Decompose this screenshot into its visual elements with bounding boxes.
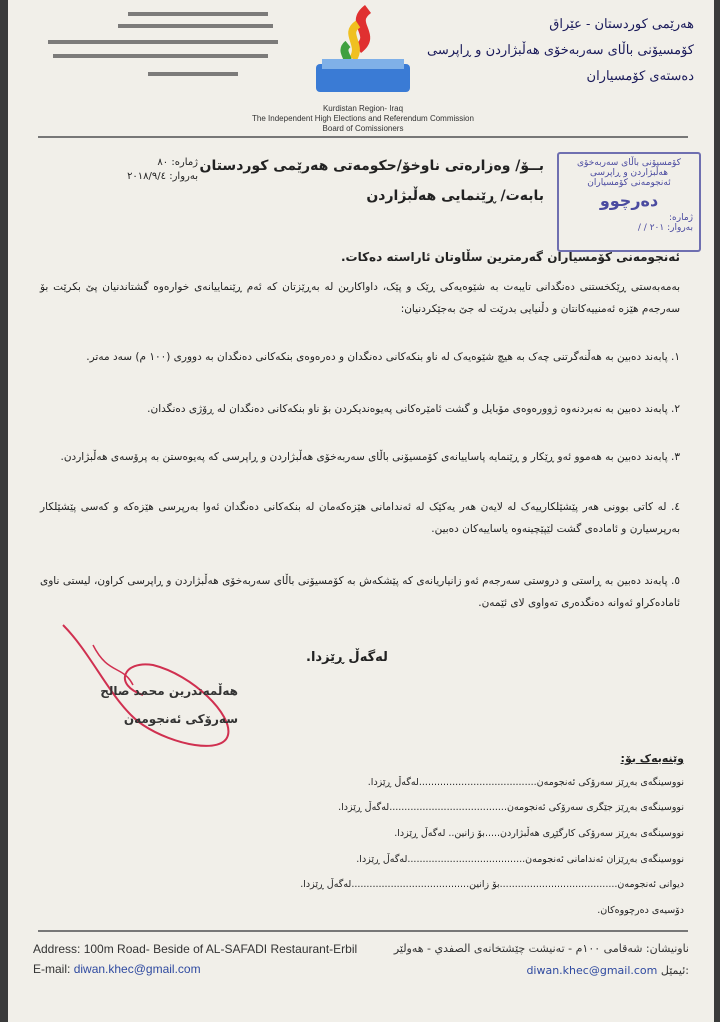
stamp-line: ئەنجومەنی کۆمسیاران bbox=[587, 178, 671, 188]
cc-item: نووسینگەی بەڕێزان ئەندامانی ئەنجومەن.......................................لەگەڵ ڕێزدا. bbox=[356, 854, 684, 865]
logo-caption-line: Kurdistan Region- Iraq bbox=[322, 104, 404, 113]
logo-caption-line: Board of Comissioners bbox=[322, 124, 404, 133]
header-arabic-emblem-text bbox=[38, 4, 288, 94]
number-value: ٨٠ bbox=[157, 157, 169, 168]
list-item: ١. پابەند دەبین بە هەڵنەگرتنی چەک بە هیچ شێوەیەک لە ناو بنکەکانی دەنگدان و دەرەوەی بنکەکانی دەنگدان بە دووری (١٠٠ م) سەد مەتر. bbox=[86, 351, 680, 363]
list-item: ٥. پابەند دەبین بە ڕاستی و دروستی سەرجەم ئەو زانیاریانەی کە پێشکەش بە کۆمسیۆنی باڵای سەربەخۆی هەڵبژاردن و ڕاپرسی کراون، لیستی ناوی ئامادەکراو ئەوانە دەنگدەری تەواوی لای ئێمەن. bbox=[40, 575, 680, 609]
cc-item: نووسینگەی بەڕێز جێگری سەرۆکی ئەنجومەن.......................................لەگەڵ ڕێزدا. bbox=[338, 802, 684, 813]
email-link[interactable]: diwan.khec@gmail.com bbox=[73, 962, 201, 976]
outgoing-stamp bbox=[557, 152, 701, 252]
list-item: ٢. پابەند دەبین بە نەبردنەوە ژوورەوەی مۆبایل و گشت ئامێرەکانی پەیوەندیکردن بۆ ناو بنکەکانی دەنگدان لە ڕۆژی دەنگدان. bbox=[147, 403, 680, 415]
cc-item: نووسینگەی بەڕێز سەرۆکی کارگێڕی هەڵبژاردن.....بۆ زانین.. لەگەڵ ڕێزدا. bbox=[394, 828, 684, 839]
stamp-number bbox=[559, 213, 699, 223]
stamp-line: کۆمسیۆنی باڵای سەربەخۆی هەڵبژاردن و ڕاپرسی bbox=[577, 158, 681, 178]
recipient-line: بــۆ/ وەزارەتی ناوخۆ/حکومەتی هەرێمی کوردستان bbox=[199, 158, 544, 174]
address-value: 100m Road- Beside of AL-SAFADI Restaurant-Erbil bbox=[83, 942, 358, 956]
commission-logo-caption bbox=[223, 104, 503, 134]
email-ku-link[interactable]: diwan.khec@gmail.com bbox=[526, 964, 658, 977]
footer-email bbox=[33, 962, 201, 976]
cc-title: وێنەیەک بۆ: bbox=[620, 752, 684, 765]
number-label: ژمارە: bbox=[171, 157, 198, 168]
footer-email-ku bbox=[526, 964, 689, 977]
footer-address bbox=[33, 942, 357, 956]
list-item: ٣. پابەند دەبین بە هەموو ئەو ڕێکار و ڕێنمایە پاساییانەی کۆمسیۆنی باڵای سەربەخۆی هەڵبژاردن و ڕاپرسی کە پەیوەستن بە پرۆسەی هەڵبژاردن. bbox=[60, 451, 680, 463]
footer-address-ku: ناونیشان: شەقامی ١٠٠م - تەنیشت چێشتخانەی الصفدي - هەولێر bbox=[393, 942, 689, 955]
header-divider bbox=[38, 136, 688, 138]
signatory-title: سەرۆکی ئەنجومەن bbox=[123, 712, 238, 726]
cc-item: نووسینگەی بەڕێز سەرۆکی ئەنجومەن.......................................لەگەڵ ڕێزدا. bbox=[367, 777, 684, 788]
list-item: ٤. لە کاتی بوونی هەر پێشێلکارییەک لە لایەن هەر یەکێک لە ئەندامانی هێزەکەمان لە بنکەکانی دەنگدان ئەوا بەرپرسی هێزەکە و کەسی پێشێلکار بەرپرسیارن و ئامادەی گشت لێپێچینەوە یاساییەکان دەبین. bbox=[40, 501, 680, 535]
closing: لەگەڵ ڕێزدا. bbox=[306, 650, 388, 665]
header-kurdish bbox=[394, 12, 694, 90]
date-label: بەروار: bbox=[169, 171, 198, 182]
logo-caption-line: The Independent High Elections and Referendum Commission bbox=[252, 114, 474, 123]
address-label: Address: bbox=[33, 942, 81, 956]
header-line: کۆمسیۆنی باڵای سەربەخۆی هەڵبژاردن و ڕاپرسی bbox=[426, 43, 694, 58]
signatory-name: هەڵمەتدرین محمد صالح bbox=[100, 684, 238, 698]
subject-line: بابەت/ ڕێنمایی هەڵبژاردن bbox=[366, 188, 544, 204]
header-line: دەستەی کۆمسیاران bbox=[586, 69, 694, 84]
email-ku-label: ئیمێل: bbox=[660, 964, 689, 977]
greeting: ئەنجومەنی کۆمسیاران گەرمترین سڵاوتان ئاراستە دەکات. bbox=[340, 250, 680, 264]
intro-paragraph: بەمەبەستی ڕێکخستنی دەنگدانی تایبەت بە شێوەیەکی ڕێک و پێک، داواکارین لە بەڕێزتان کە ئەم ڕێنماییانەی خوارەوە گشتاندنیان پێ بکرێت بۆ سەرجەم هێزە ئەمنییەکانتان و دڵنیایی بدرێت لە جێ بەجێکردنیان: bbox=[40, 281, 680, 315]
footer-divider bbox=[38, 930, 688, 932]
cc-item: دیوانی ئەنجومەن.......................................بۆ زانین.......................................لەگەڵ ڕێزدا. bbox=[300, 879, 684, 890]
stamp-date bbox=[559, 223, 699, 233]
stamp-number-label: ژمارە: bbox=[668, 213, 693, 223]
stamp-date-label: بەروار: bbox=[667, 223, 693, 233]
cc-item: دۆسیەی دەرچووەکان. bbox=[597, 905, 684, 916]
letter-number-date bbox=[78, 156, 198, 184]
stamp-date-value: ٢٠١ / / bbox=[637, 223, 665, 233]
letter-page bbox=[8, 0, 714, 1022]
header-line: هەرێمی کوردستان - عێراق bbox=[549, 17, 694, 32]
stamp-word: دەرچوو bbox=[599, 191, 659, 210]
email-label: E-mail: bbox=[33, 962, 71, 976]
date-value: ٢٠١٨/٩/٤ bbox=[127, 171, 167, 182]
